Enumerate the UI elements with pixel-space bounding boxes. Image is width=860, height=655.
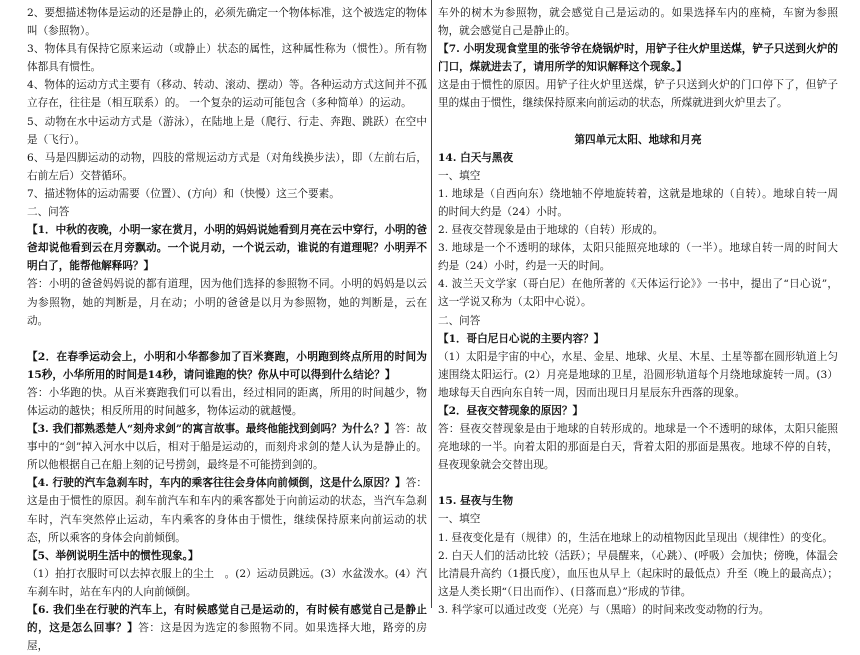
paragraph: 答：小华跑的快。从百米赛跑我们可以看出，经过相同的距离，所用的时间越少，物体运动的越快；相反所用的时间越多，物体运动的就越慢。 [27, 386, 427, 417]
paragraph: 2、要想描述物体是运动的还是静止的，必须先确定一个物体标准，这个被选定的物体叫（参照物）。 [27, 7, 427, 38]
paragraph: 6、马是四脚运动的动物，四肢的常规运动方式是（对角线换步法），即（左前右后，右前左后）交替循环。 [27, 151, 427, 182]
paragraph: 一、填空 [438, 169, 481, 182]
paragraph: （1）太阳是宇宙的中心，水星、金星、地球、火星、木星、土星等都在圆形轨道上匀速围绕太阳运行。(2）月亮是地球的卫星，沿圆形轨道每个月绕地球旋转一周。(3）地球每天自西向东自转一周，因而出现日月星辰东升西落的现象。 [438, 350, 838, 399]
answer-text: 答：这是因为选定的参照物不同。如果选择大地，路旁的房屋， [27, 622, 428, 653]
paragraph: 一、填空 [438, 513, 481, 526]
paragraph: 车外的树木为参照物，就会感觉自己是运动的。如果选择车内的座椅，车窗为参照物，就会感觉自己是静止的。 [438, 7, 838, 38]
paragraph: 二、问答 [27, 206, 70, 219]
paragraph: 3. 科学家可以通过改变（光亮）与（黑暗）的时间来改变动物的行为。 [438, 603, 770, 616]
paragraph: 7、描述物体的运动需要（位置）、(方向）和（快慢）这三个要素。 [27, 187, 340, 200]
paragraph: 这是由于惯性的原因。用铲子往火炉里送煤，铲子只送到火炉的门口停下了，但铲子里的煤由于惯性，继续保持原来向前运动的状态，所煤就进到火炉里去了。 [438, 79, 838, 110]
answer-text: 答：这是由于惯性的原因。刹车前汽车和车内的乘客都处于向前运动的状态，当汽车急刹车时，汽车突然停止运动，车内乘客的身体由于惯性，继续保持原来向前运动的状态，所以乘客的身体会向前倾倒。 [27, 477, 427, 544]
paragraph: 1. 昼夜变化是有（规律）的，生活在地球上的动植物因此呈现出（规律性）的变化。 [438, 531, 833, 544]
question-heading: 【3. 我们都熟悉楚人“刻舟求剑”的寓言故事。最终他能找到剑吗？为什么？】 [27, 423, 396, 436]
paragraph: （1）拍打衣服时可以去掉衣服上的尘土 。(2）运动员跳远。(3）水盆泼水。(4）汽车刹车时，站在车内的人向前倾倒。 [27, 567, 427, 598]
unit-heading: 第四单元太阳、地球和月亮 [574, 133, 702, 146]
blank-line [438, 113, 838, 131]
question-heading: 【7. 小明发现食堂里的张爷爷在烧锅炉时，用铲子往火炉里送煤，铲子只送到火炉的门口，煤就进去了，请用所学的知识解释这个现象。】 [438, 43, 838, 74]
paragraph: 答：昼夜交替现象是由于地球的自转形成的。地球是一个不透明的球体，太阳只能照亮地球的一半。向着太阳的那面是白天，背着太阳的那面是黑夜。地球不停的自转，昼夜现象就会交替出现。 [438, 423, 838, 472]
paragraph: 答：小明的爸爸妈妈说的都有道理，因为他们选择的参照物不同。小明的妈妈是以云为参照物，她的判断是，月在动；小明的爸爸是以月为参照物，她的判断是，云在动。 [27, 278, 427, 327]
left-column [27, 4, 428, 653]
paragraph [27, 420, 427, 474]
question-heading: 【2．在春季运动会上，小明和小华都参加了百米赛跑，小明跑到终点所用的时间为15秒，小华所用的时间是14秒，请问谁跑的快？你从中可以得到什么结论？】 [27, 350, 427, 381]
paragraph: 4、物体的运动方式主要有（移动、转动、滚动、摆动）等。各种运动方式这间并不孤立存在，往往是（相互联系）的。 一个复杂的运动可能包含（多种简单）的运动。 [27, 79, 427, 110]
paragraph: 4. 波兰天文学家（哥白尼）在他所著的《天体运行论》》一书中，提出了“日心说”，这一学说又称为（太阳中心说）。 [438, 278, 838, 309]
paragraph: 5、动物在水中运动方式是（游泳），在陆地上是（爬行、行走、奔跑、跳跃）在空中是（飞行）。 [27, 115, 427, 146]
paragraph: 二、问答 [438, 314, 481, 327]
question-heading: 【1．哥白尼日心说的主要内容？】 [438, 332, 605, 345]
paragraph: 3. 地球是一个不透明的球体，太阳只能照亮地球的（一半）。地球自转一周的时间大约是（24）小时，约是一天的时间。 [438, 242, 838, 273]
question-heading: 【6. 我们坐在行驶的汽车上，有时候感觉自己是运动的，有时候有感觉自己是静止的，这是怎么回事？】 [27, 604, 427, 635]
paragraph [27, 601, 427, 655]
question-heading: 【4. 行驶的汽车急刹车时，车内的乘客往往会身体向前倾倒，这是什么原因？】 [27, 477, 406, 490]
column-divider [431, 0, 432, 608]
question-heading: 【2．昼夜交替现象的原因？】 [438, 404, 584, 417]
blank-line [438, 474, 838, 492]
blank-line [27, 330, 427, 348]
paragraph: 3、物体具有保持它原来运动（或静止）状态的属性，这种属性称为（惯性）。所有物体都具有惯性。 [27, 43, 427, 74]
right-column [438, 4, 838, 616]
question-heading: 【5、举例说明生活中的惯性现象。】 [27, 549, 199, 562]
answer-text: 答：故事中的“剑”掉入河水中以后，相对于船是运动的，而刻舟求剑的楚人认为是静止的。所以他根据自己在船上刻的记号捞剑，最终是不可能捞到剑的。 [27, 423, 427, 472]
paragraph: 2. 白天人们的活动比较（活跃）；早晨醒来，（心跳）、(呼吸）会加快；傍晚，体温会比清晨升高约（1摄氏度），血压也从早上（起床时的最低点）升至（晚上的最高点）；这是人类长期“（日出而作）、(日落而息）”形成的节律。 [438, 549, 838, 598]
question-heading: 14. 白天与黑夜 [438, 151, 514, 164]
paragraph: 2. 昼夜交替现象是由于地球的（自转）形成的。 [438, 224, 664, 237]
paragraph [27, 474, 427, 546]
paragraph: 1. 地球是（自西向东）绕地轴不停地旋转着，这就是地球的（自转）。地球自转一周的时间大约是（24）小时。 [438, 187, 838, 218]
question-heading: 15. 昼夜与生物 [438, 495, 514, 508]
question-heading: 【1．中秋的夜晚，小明一家在赏月，小明的妈妈说她看到月亮在云中穿行，小明的爸爸却说他看到云在月旁飘动。一个说月动，一个说云动，谁说的有道理呢？小明弄不明白了，能帮他解释吗？】 [27, 224, 427, 273]
